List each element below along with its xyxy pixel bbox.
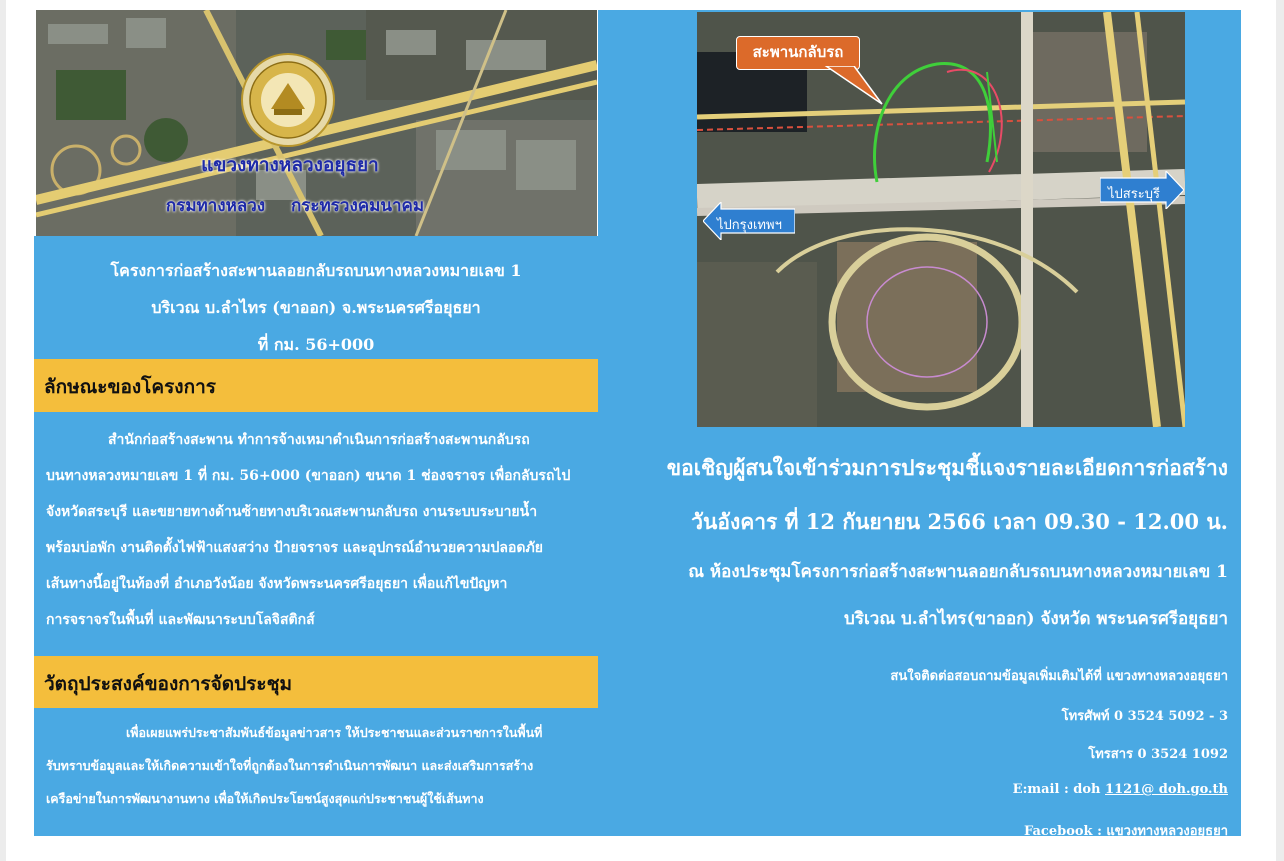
contact-intro: สนใจติดต่อสอบถามข้อมูลเพิ่มเติมได้ที่ แขวงทางหลวงอยุธยา (890, 669, 1228, 684)
email-label: E:mail : doh (1012, 782, 1101, 797)
callout-pointer (824, 66, 884, 106)
project-title-line2: บริเวณ บ.ลำไทร (ขาออก) จ.พระนครศรีอยุธยา (151, 298, 481, 317)
contact-phone: โทรศัพท์ 0 3524 5092 - 3 (1061, 709, 1228, 724)
features-line: การจราจรในพื้นที่ และพัฒนาระบบโลจิสติกส์ (46, 612, 315, 628)
features-line: จังหวัดสระบุรี และขยายทางด้านซ้ายทางบริเวณสะพานกลับรถ งานระบบระบายน้ำ (46, 504, 538, 520)
contact-email (1013, 782, 1228, 797)
meeting-venue-line1: ณ ห้องประชุมโครงการก่อสร้างสะพานลอยกลับรถบนทางหลวงหมายเลข 1 (688, 562, 1228, 582)
features-line: เส้นทางนี้อยู่ในท้องที่ อำเภอวังน้อย จังหวัดพระนครศรีอยุธยา เพื่อแก้ไขปัญหา (46, 576, 508, 592)
email-link[interactable]: 1121@ doh.go.th (1105, 782, 1228, 797)
arrow-to-bangkok (703, 202, 795, 240)
objective-heading: วัตถุประสงค์ของการจัดประชุม (34, 656, 598, 708)
objective-line: เครือข่ายในการพัฒนางานทาง เพื่อให้เกิดประโยชน์สูงสุดแก่ประชาชนผู้ใช้เส้นทาง (46, 791, 484, 806)
features-line: สำนักก่อสร้างสะพาน ทำการจ้างเหมาดำเนินการก่อสร้างสะพานกลับรถ (108, 432, 530, 448)
objective-line: รับทราบข้อมูลและให้เกิดความเข้าใจที่ถูกต้องในการดำเนินการพัฒนา และส่งเสริมการสร้าง (46, 758, 534, 773)
features-heading: ลักษณะของโครงการ (34, 359, 598, 412)
features-line: บนทางหลวงหมายเลข 1 ที่ กม. 56+000 (ขาออก) ขนาด 1 ช่องจราจร เพื่อกลับรถไป (46, 468, 571, 484)
objective-paragraph (46, 716, 588, 815)
invitation-line1: ขอเชิญผู้สนใจเข้าร่วมการประชุมชี้แจงรายละเอียดการก่อสร้าง (666, 455, 1228, 480)
arrow-to-saraburi (1100, 171, 1184, 209)
doh-seal-logo (241, 53, 335, 147)
office-name: แขวงทางหลวงอยุธยา (201, 154, 379, 176)
features-paragraph (46, 422, 588, 638)
project-title-line3: ที่ กม. 56+000 (257, 335, 375, 354)
project-title-line1: โครงการก่อสร้างสะพานลอยกลับรถบนทางหลวงหมายเลข 1 (110, 261, 522, 280)
features-line: พร้อมบ่อพัก งานติดตั้งไฟฟ้าแสงสว่าง ป้ายจราจร และอุปกรณ์อำนวยความปลอดภัย (46, 540, 543, 556)
objective-line: เพื่อเผยแพร่ประชาสัมพันธ์ข้อมูลข่าวสาร ให้ประชาชนและส่วนราชการในพื้นที่ (126, 725, 543, 740)
uturn-bridge-callout: สะพานกลับรถ (736, 36, 860, 70)
ministry-name: กระทรวงคมนาคม (291, 196, 425, 216)
department-name: กรมทางหลวง (165, 196, 266, 216)
department-ministry-line (130, 192, 460, 219)
meeting-venue-line2: บริเวณ บ.ลำไทร(ขาออก) จังหวัด พระนครศรีอยุธยา (844, 609, 1228, 629)
arrow-to-bangkok-label: ไปกรุงเทพฯ (717, 218, 782, 233)
meeting-date-time: วันอังคาร ที่ 12 กันยายน 2566 เวลา 09.30 - 12.00 น. (691, 509, 1228, 534)
contact-facebook: Facebook : แขวงทางหลวงอยุธยา (1023, 824, 1228, 839)
contact-fax: โทรสาร 0 3524 1092 (1088, 747, 1228, 762)
arrow-to-saraburi-label: ไปสระบุรี (1108, 187, 1160, 202)
